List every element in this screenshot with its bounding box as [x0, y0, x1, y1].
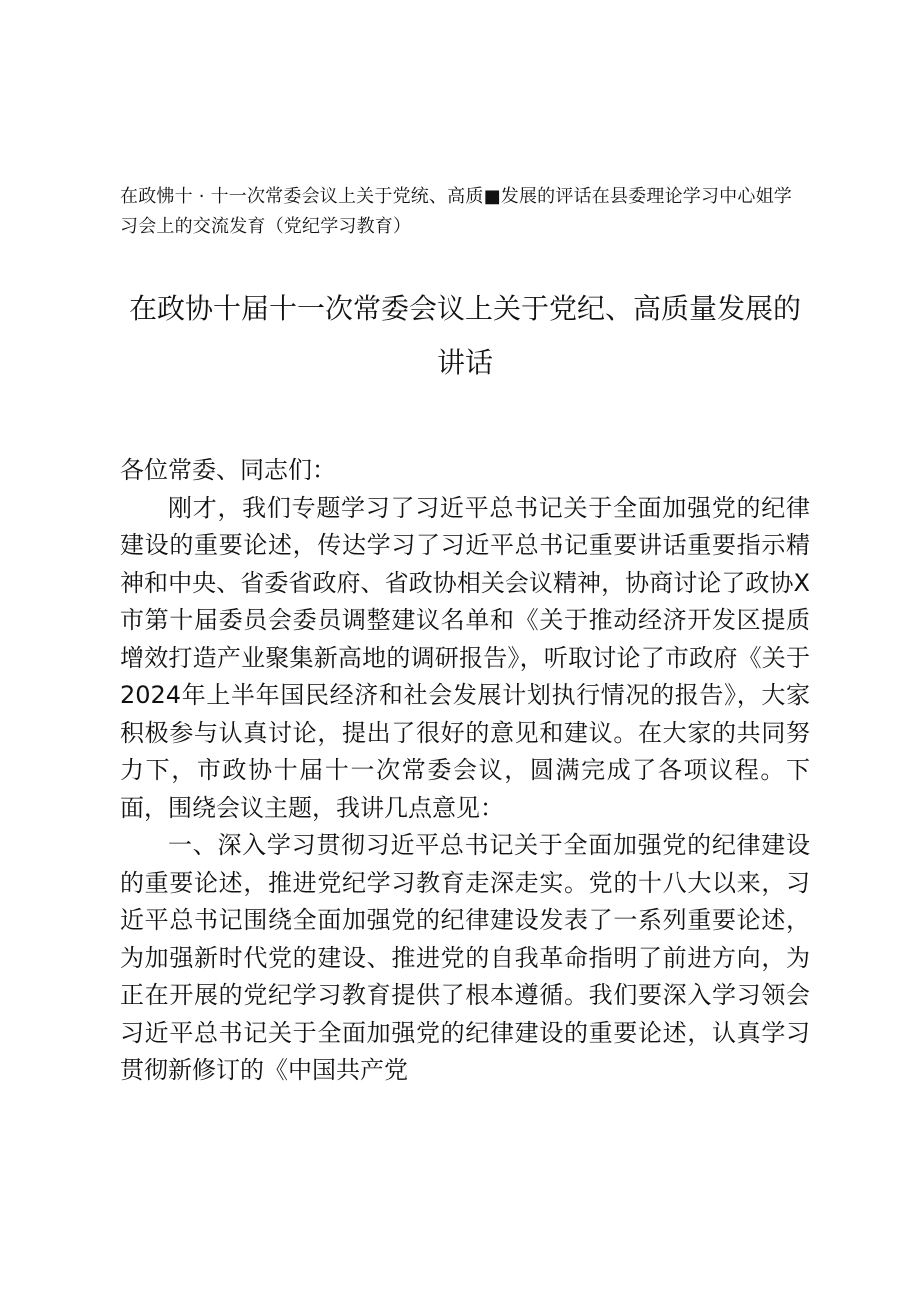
- document-title: [120, 282, 810, 390]
- title-line-1: 在政协十届十一次常委会议上关于党纪、高质量发展的: [128, 292, 801, 325]
- paragraph-2: 一、深入学习贯彻习近平总书记关于全面加强党的纪律建设的重要论述，推进党纪学习教育走深走实。党的十八大以来，习近平总书记围绕全面加强党的纪律建设发表了一系列重要论述，为加强新时代党的建设、推进党的自我革命指明了前进方向，为正在开展的党纪学习教育提供了根本遵循。我们要深入学习领会习近平总书记关于全面加强党的纪律建设的重要论述，认真学习贯彻新修订的《中国共产党: [120, 831, 810, 1084]
- document-header-note: 在政怫十 · 十一次常委会议上关于党统、高质■发展的评话在县委理论学习中心姐学习会上的交流发育（党纪学习教育）: [120, 186, 792, 237]
- document-body: [120, 452, 810, 1090]
- paragraph-1: 刚才，我们专题学习了习近平总书记关于全面加强党的纪律建设的重要论述，传达学习了习近平总书记重要讲话重要指示精神和中央、省委省政府、省政协相关会议精神，协商讨论了政协X市第十届委员会委员调整建议名单和《关于推动经济开发区提质增效打造产业聚集新高地的调研报告》，听取讨论了市政府《关于2024年上半年国民经济和社会发展计划执行情况的报告》，大家积极参与认真讨论，提出了很好的意见和建议。在大家的共同努力下，市政协十届十一次常委会议，圆满完成了各项议程。下面，围绕会议主题，我讲几点意见：: [120, 493, 810, 822]
- title-line-2: 讲话: [436, 346, 493, 379]
- salutation: 各位常委、同志们：: [120, 456, 336, 484]
